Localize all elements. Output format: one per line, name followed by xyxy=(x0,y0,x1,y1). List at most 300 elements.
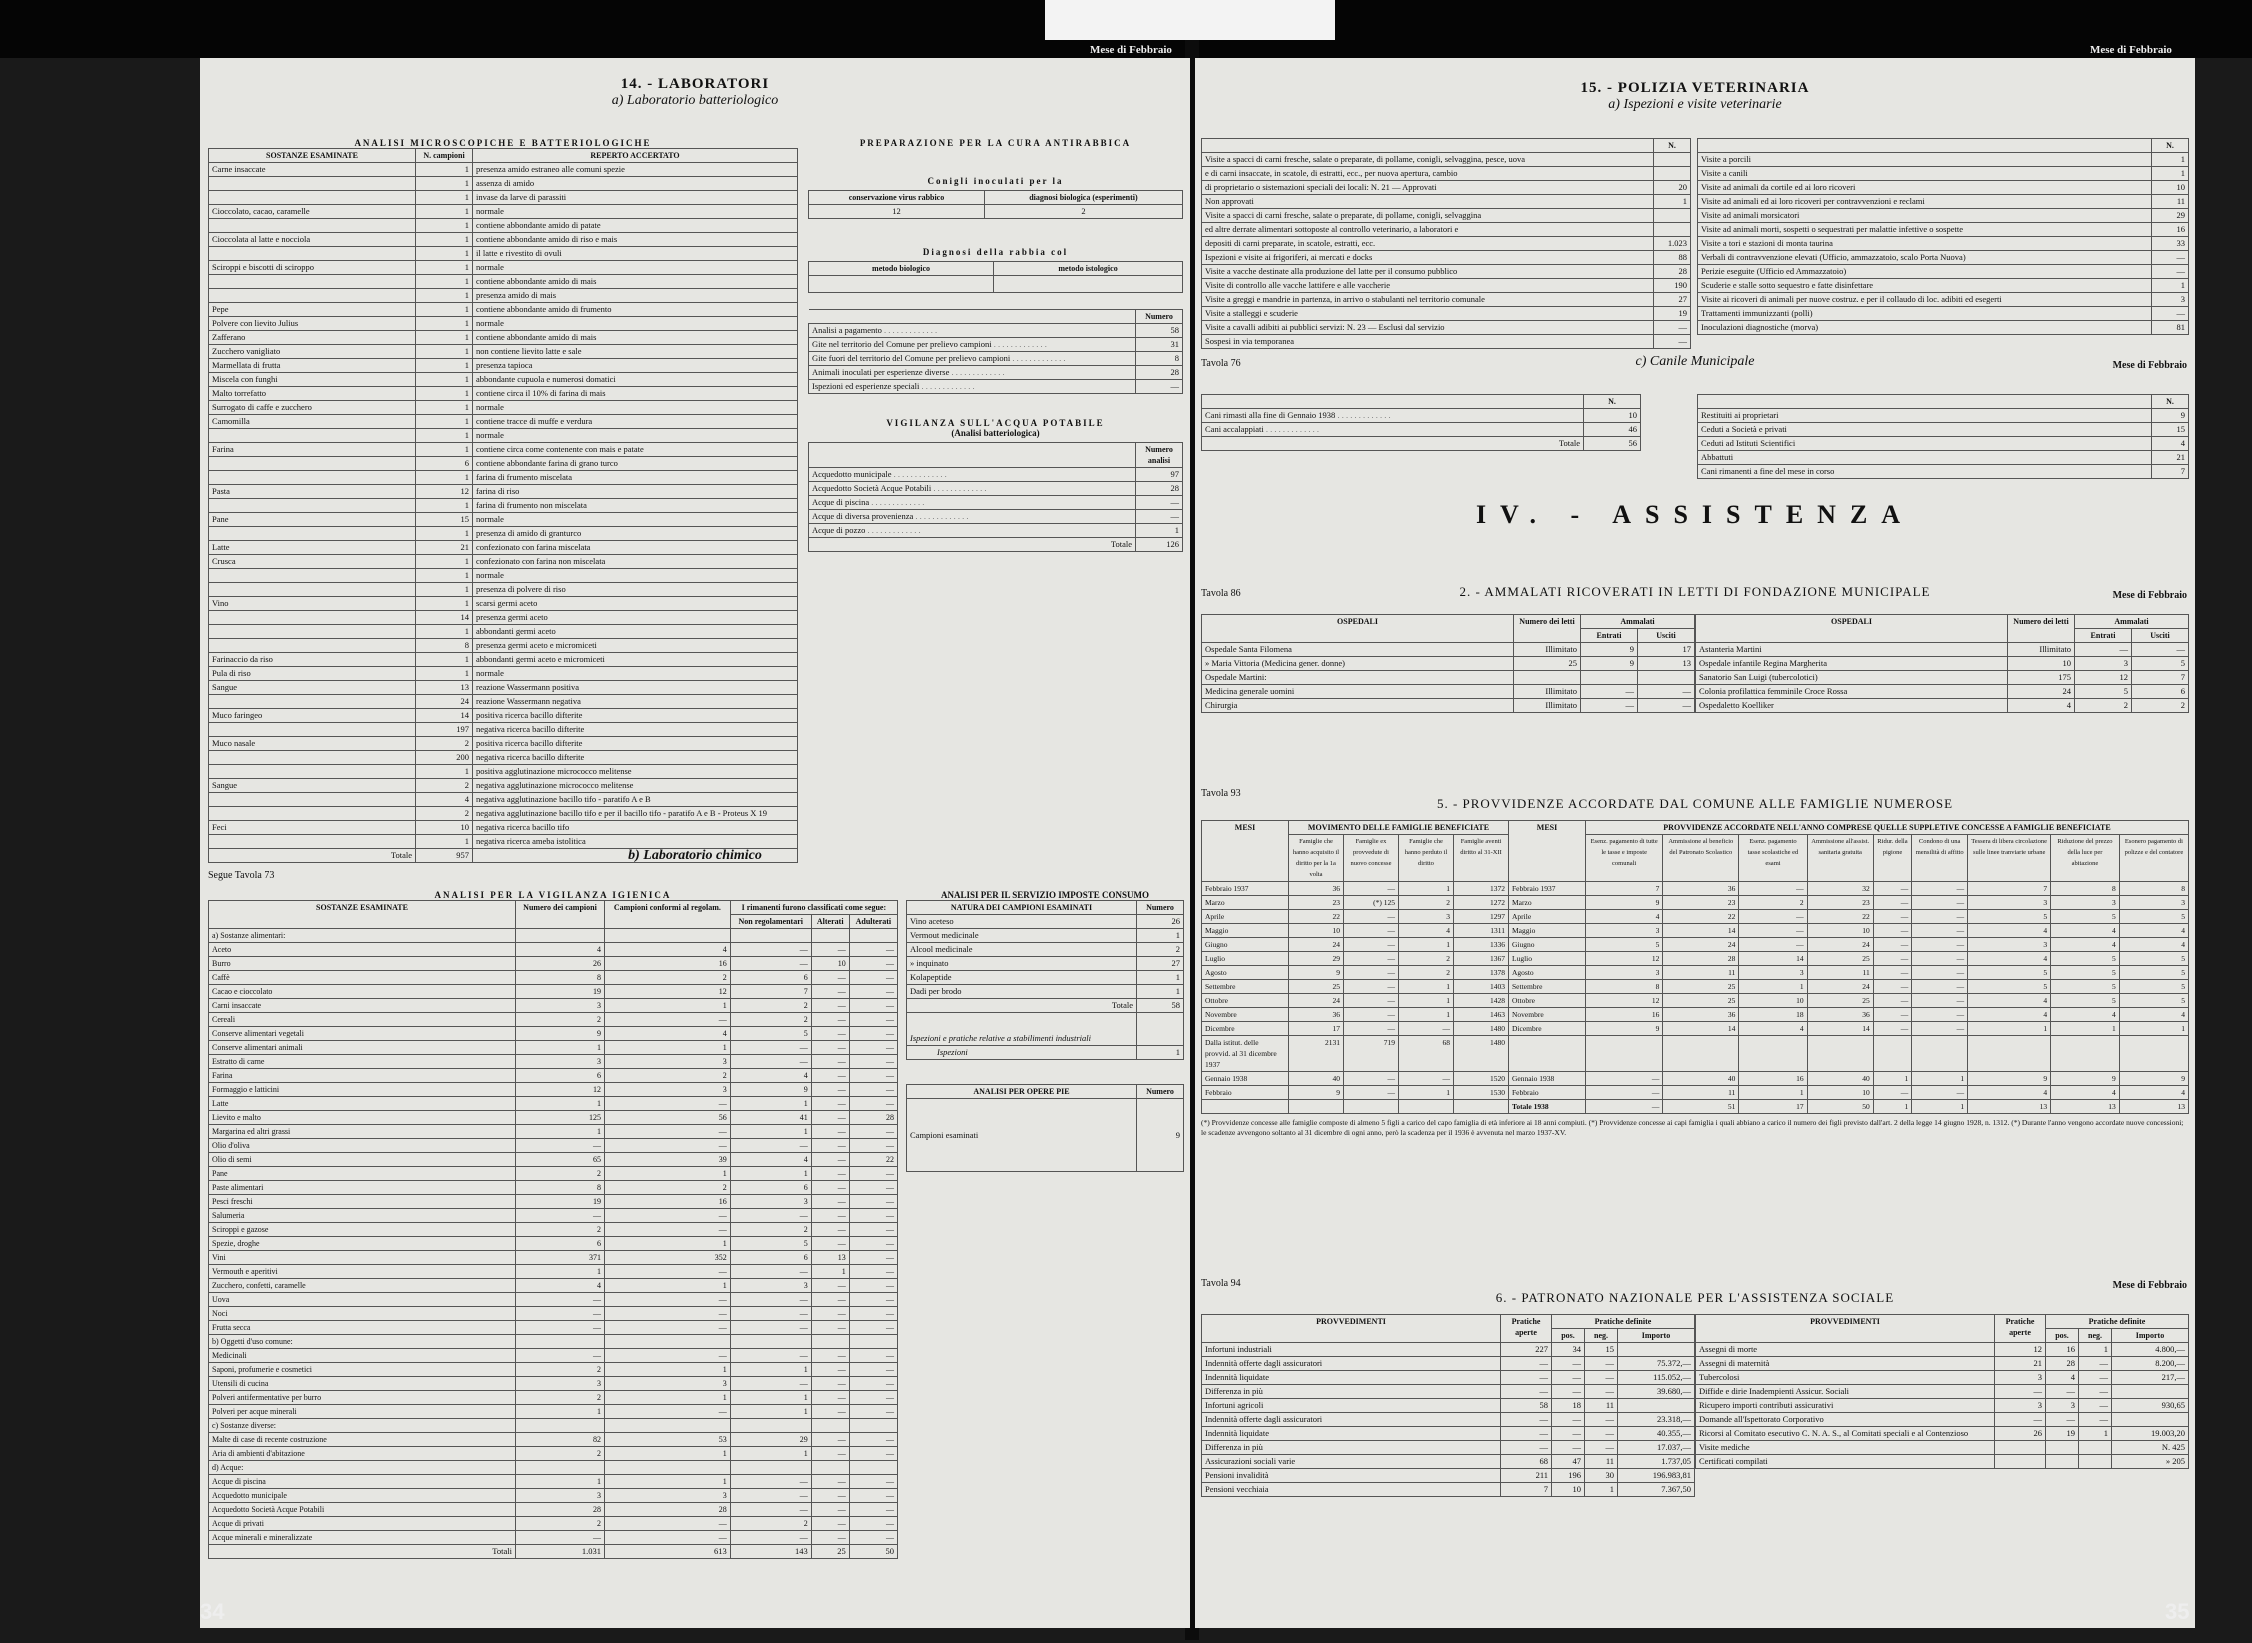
sostanza: Sangue xyxy=(209,681,416,695)
row-label: di proprietario o sistemazioni speciali dei locali: N. 21 — Approvati xyxy=(1202,181,1654,195)
patr-col-pos-l: pos. xyxy=(1552,1329,1585,1343)
numero: 2 xyxy=(516,1517,605,1531)
prov-val: 24 xyxy=(1289,994,1344,1008)
prov-col-mesi-r: MESI xyxy=(1509,821,1586,882)
prov-val: 36 xyxy=(1289,882,1344,896)
row-value: 7 xyxy=(2152,465,2189,479)
prov-val: — xyxy=(1344,980,1399,994)
sostanza: c) Sostanze diverse: xyxy=(209,1419,516,1433)
conformi: — xyxy=(605,1405,731,1419)
reperto: contiene abbondante amido di patate xyxy=(473,219,798,233)
row-value: 8 xyxy=(1136,352,1183,366)
prov-total-val: 50 xyxy=(1807,1100,1873,1114)
ispezioni-val: 1 xyxy=(1137,1046,1184,1060)
sostanza: Salumeria xyxy=(209,1209,516,1223)
campioni: 1 xyxy=(416,247,473,261)
opere-table xyxy=(906,1084,1184,1172)
table-row xyxy=(209,709,798,723)
prov-val: 2 xyxy=(1739,896,1807,910)
row-label: Ceduti ad Istituti Scientifici xyxy=(1698,437,2152,451)
alterati: — xyxy=(811,999,849,1013)
negative xyxy=(2079,1441,2112,1455)
prov-val: 1 xyxy=(2051,1022,2120,1036)
nonreg: 29 xyxy=(730,1433,811,1447)
row-value: 10 xyxy=(2152,181,2189,195)
usciti: — xyxy=(1638,685,1695,699)
alterati: — xyxy=(811,1223,849,1237)
nonreg xyxy=(730,929,811,943)
provvedimento: Infortuni industriali xyxy=(1202,1343,1501,1357)
campioni: 6 xyxy=(416,457,473,471)
row-value: 28 xyxy=(1654,265,1691,279)
alterati: — xyxy=(811,1013,849,1027)
reperto: normale xyxy=(473,317,798,331)
conformi: — xyxy=(605,1307,731,1321)
prov-col-right: Tessera di libera circolazione sulle linee tranviarie urbane xyxy=(1968,835,2051,882)
negative: — xyxy=(1585,1441,1618,1455)
prov-val: — xyxy=(1912,966,1968,980)
table-row xyxy=(1696,1357,2189,1371)
prov-val: 1403 xyxy=(1454,980,1509,994)
table-row xyxy=(1202,321,1691,335)
provvedimento: Differenza in più xyxy=(1202,1385,1501,1399)
reperto: normale xyxy=(473,429,798,443)
prov-col-left: Famiglie che hanno perduto il diritto xyxy=(1399,835,1454,882)
table-row xyxy=(209,1209,898,1223)
prov-val: 9 xyxy=(1289,1086,1344,1100)
prov-val: — xyxy=(1739,910,1807,924)
table-row xyxy=(907,915,1184,929)
sostanza: Miscela con funghi xyxy=(209,373,416,387)
alterati: — xyxy=(811,1531,849,1545)
table-row xyxy=(1202,209,1691,223)
canile-left-block xyxy=(1201,394,1641,451)
sostanza xyxy=(209,177,416,191)
importo: 17.037,— xyxy=(1618,1441,1695,1455)
table-row xyxy=(1696,685,2189,699)
conformi: 53 xyxy=(605,1433,731,1447)
table-row xyxy=(209,387,798,401)
prov-val: 11 xyxy=(1807,966,1873,980)
row-label: Visite a stalleggi e scuderie xyxy=(1202,307,1654,321)
table-row xyxy=(1202,643,1695,657)
positive: 3 xyxy=(2046,1399,2079,1413)
reperto: negativa ricerca bacillo difterite xyxy=(473,751,798,765)
table-row xyxy=(1696,643,2189,657)
table-row xyxy=(1698,195,2189,209)
prov-val: 14 xyxy=(1663,924,1739,938)
prov-val: 9 xyxy=(2119,1072,2188,1086)
prov-val: — xyxy=(1912,1008,1968,1022)
campioni: 15 xyxy=(416,513,473,527)
prov-note-1: (*) Provvidenze concesse alle famiglie composte di almeno 5 figli a carico del capo famiglia di età inferiore ai 18 anni compiuti. xyxy=(1201,1118,1587,1127)
adulterati: — xyxy=(849,971,897,985)
importo: 217,— xyxy=(2112,1371,2189,1385)
prov-val: 11 xyxy=(1663,966,1739,980)
numero: 19 xyxy=(516,985,605,999)
row-label: Ispezioni ed esperienze speciali . . . xyxy=(809,380,1136,394)
prov-val: 1 xyxy=(1739,980,1807,994)
prov-val: 1 xyxy=(2119,1022,2188,1036)
adulterati: — xyxy=(849,1307,897,1321)
campioni: 1 xyxy=(416,569,473,583)
row-value: 33 xyxy=(2152,237,2189,251)
prov-val: 32 xyxy=(1807,882,1873,896)
reperto: negativa ricerca ameba istolitica xyxy=(473,835,798,849)
table-row xyxy=(209,331,798,345)
numero: 4 xyxy=(516,1279,605,1293)
numero: 3 xyxy=(516,999,605,1013)
sostanza: Carni insaccate xyxy=(209,999,516,1013)
negative: — xyxy=(1585,1371,1618,1385)
row-label: Visite di controllo alle vacche lattifere e alle vaccherie xyxy=(1202,279,1654,293)
letti xyxy=(1514,671,1581,685)
letti: 24 xyxy=(2008,685,2075,699)
prov-val: — xyxy=(1912,952,1968,966)
numero: 19 xyxy=(516,1195,605,1209)
prov-mese: Maggio xyxy=(1509,924,1586,938)
prov-val: 5 xyxy=(1586,938,1663,952)
importo: 115.052,— xyxy=(1618,1371,1695,1385)
table-row xyxy=(209,247,798,261)
aperte: 7 xyxy=(1501,1483,1552,1497)
prov-val: 9 xyxy=(2051,1072,2120,1086)
table-row xyxy=(209,233,798,247)
prov-val: 29 xyxy=(1289,952,1344,966)
campioni: 14 xyxy=(416,709,473,723)
prov-val: 1336 xyxy=(1454,938,1509,952)
nonreg: 4 xyxy=(730,1153,811,1167)
table-row xyxy=(209,555,798,569)
prov-val: 2 xyxy=(1399,966,1454,980)
row-value xyxy=(1654,209,1691,223)
prov-val: 5 xyxy=(2119,966,2188,980)
table-row xyxy=(809,380,1183,394)
row-label: Sospesi in via temporanea xyxy=(1202,335,1654,349)
prov-dal-val: 1480 xyxy=(1454,1036,1509,1072)
prov-val: 1 xyxy=(1399,938,1454,952)
table-row xyxy=(209,1489,898,1503)
row-label: Trattamenti immunizzanti (polli) xyxy=(1698,307,2152,321)
table-row xyxy=(809,524,1183,538)
prov-val: 5 xyxy=(2051,910,2120,924)
table-row xyxy=(1696,1413,2189,1427)
positive xyxy=(2046,1455,2079,1469)
alterati: 10 xyxy=(811,957,849,971)
prov-mese: Settembre xyxy=(1509,980,1586,994)
row-label: Visite a spacci di carni fresche, salate o preparate, di pollame, conigli, selvaggina xyxy=(1202,209,1654,223)
table-row xyxy=(1202,657,1695,671)
table-row xyxy=(209,751,798,765)
prov-val: — xyxy=(1344,994,1399,1008)
sostanza: Marmellata di frutta xyxy=(209,359,416,373)
table-row xyxy=(1696,1343,2189,1357)
sostanza: Conserve alimentari vegetali xyxy=(209,1027,516,1041)
nonreg: — xyxy=(730,1265,811,1279)
prov-val: 22 xyxy=(1807,910,1873,924)
sostanza: Frutta secca xyxy=(209,1321,516,1335)
table-row xyxy=(1202,966,2189,980)
conformi: — xyxy=(605,1265,731,1279)
conformi: 16 xyxy=(605,1195,731,1209)
campioni: 1 xyxy=(416,471,473,485)
reperto: presenza tapioca xyxy=(473,359,798,373)
alterati: — xyxy=(811,1027,849,1041)
row-value: 10 xyxy=(1584,409,1641,423)
table-row xyxy=(209,821,798,835)
prov-val: 8 xyxy=(2051,882,2120,896)
campioni: 1 xyxy=(416,765,473,779)
row-value: 26 xyxy=(1137,915,1184,929)
sostanza xyxy=(209,219,416,233)
row-label: » inquinato xyxy=(907,957,1137,971)
reperto: normale xyxy=(473,401,798,415)
prov-val: 3 xyxy=(1586,924,1663,938)
campioni: 1 xyxy=(416,205,473,219)
reperto: assenza di amido xyxy=(473,177,798,191)
row-label: Alcool medicinale xyxy=(907,943,1137,957)
alterati: — xyxy=(811,1209,849,1223)
table-row xyxy=(209,499,798,513)
row-label: Acquedotto municipale . . . xyxy=(809,468,1136,482)
provvedimento: Certificati compilati xyxy=(1696,1455,1995,1469)
adulterati xyxy=(849,1461,897,1475)
table-row xyxy=(209,779,798,793)
table-row xyxy=(1202,1072,2189,1086)
nonreg: — xyxy=(730,1377,811,1391)
imposte-col-natura: NATURA DEI CAMPIONI ESAMINATI xyxy=(907,901,1137,915)
numero: 1 xyxy=(516,1405,605,1419)
sostanza xyxy=(209,457,416,471)
numero xyxy=(516,1335,605,1349)
prov-val: 3 xyxy=(1399,910,1454,924)
table-row xyxy=(1202,1022,2189,1036)
row-label: Visite ad animali morsicatori xyxy=(1698,209,2152,223)
row-value: 58 xyxy=(1136,324,1183,338)
conformi: 3 xyxy=(605,1489,731,1503)
patr-group-r: Pratiche definite xyxy=(2046,1315,2189,1329)
ric-left-table xyxy=(1201,614,1695,713)
sostanza: Polvere con lievito Julius xyxy=(209,317,416,331)
numero: 2 xyxy=(516,1167,605,1181)
chim-col-alterati: Alterati xyxy=(811,915,849,929)
prov-val: — xyxy=(1739,938,1807,952)
nonreg: — xyxy=(730,1349,811,1363)
negative: 11 xyxy=(1585,1399,1618,1413)
nonreg: — xyxy=(730,1503,811,1517)
conformi: 1 xyxy=(605,1475,731,1489)
table-row xyxy=(1202,335,1691,349)
prov-val: 9 xyxy=(1586,1022,1663,1036)
patr-col-pos-r: pos. xyxy=(2046,1329,2079,1343)
prov-val: — xyxy=(1873,1086,1911,1100)
sostanza: Vini xyxy=(209,1251,516,1265)
prov-val: 1367 xyxy=(1454,952,1509,966)
nonreg: 5 xyxy=(730,1237,811,1251)
alterati: — xyxy=(811,1377,849,1391)
adulterati: — xyxy=(849,1405,897,1419)
prov-val: 40 xyxy=(1663,1072,1739,1086)
table-row xyxy=(1202,924,2189,938)
campioni: 1 xyxy=(416,331,473,345)
conformi: — xyxy=(605,1139,731,1153)
table-row xyxy=(1696,1371,2189,1385)
table-row xyxy=(1202,910,2189,924)
sostanza xyxy=(209,247,416,261)
negative: — xyxy=(2079,1385,2112,1399)
table-row xyxy=(209,929,898,943)
prov-val: 17 xyxy=(1289,1022,1344,1036)
prov-val: 25 xyxy=(1663,980,1739,994)
campioni: 1 xyxy=(416,401,473,415)
prov-val: 14 xyxy=(1739,952,1807,966)
row-label: Non approvati xyxy=(1202,195,1654,209)
reperto: scarsi germi aceto xyxy=(473,597,798,611)
patr-col-aperte-r: Pratiche aperte xyxy=(1995,1315,2046,1343)
opere-row-value: 9 xyxy=(1137,1099,1184,1172)
reperto: normale xyxy=(473,261,798,275)
adulterati: — xyxy=(849,1083,897,1097)
rabbia-block xyxy=(808,138,1183,552)
row-label: Dadi per brodo xyxy=(907,985,1137,999)
provvedimento: Tubercolosi xyxy=(1696,1371,1995,1385)
table-row xyxy=(1202,699,1695,713)
adulterati xyxy=(849,1419,897,1433)
row-label: Visite a greggi e mandrie in partenza, in arrivo o stabulanti nel territorio comunale xyxy=(1202,293,1654,307)
row-label: Scuderie e stalle sotto sequestro e fatte disinfettare xyxy=(1698,279,2152,293)
conformi: 4 xyxy=(605,1027,731,1041)
alterati: — xyxy=(811,1237,849,1251)
alterati: — xyxy=(811,1041,849,1055)
aperte: 21 xyxy=(1995,1357,2046,1371)
table-row xyxy=(209,1055,898,1069)
campioni: 8 xyxy=(416,639,473,653)
table-row xyxy=(209,793,798,807)
running-header-right: Mese di Febbraio xyxy=(2090,44,2172,56)
row-value: 3 xyxy=(2152,293,2189,307)
prov-val: 24 xyxy=(1663,938,1739,952)
sostanza: Malto torrefatto xyxy=(209,387,416,401)
patr-title: 6. - PATRONATO NAZIONALE PER L'ASSISTENZA SOCIALE xyxy=(1495,1290,1895,1305)
reperto: contiene abbondante farina di grano turco xyxy=(473,457,798,471)
table-row xyxy=(209,275,798,289)
table-row xyxy=(1202,1469,1695,1483)
row-label: Ispezioni e visite ai frigoriferi, ai mercati e docks xyxy=(1202,251,1654,265)
provvedimento: Visite mediche xyxy=(1696,1441,1995,1455)
assistenza-title: IV. - ASSISTENZA xyxy=(1475,500,1915,529)
prov-dal-val: 719 xyxy=(1344,1036,1399,1072)
sostanza xyxy=(209,275,416,289)
sostanza: Acque minerali e mineralizzate xyxy=(209,1531,516,1545)
prov-val: 4 xyxy=(2051,1008,2120,1022)
positive: 10 xyxy=(1552,1483,1585,1497)
numero: 28 xyxy=(516,1503,605,1517)
sostanza xyxy=(209,695,416,709)
prov-val: 1378 xyxy=(1454,966,1509,980)
alterati: — xyxy=(811,1321,849,1335)
row-label: depositi di carni preparate, in scatole, estratti, ecc. xyxy=(1202,237,1654,251)
rabbia-metodo-table xyxy=(808,261,1183,293)
nonreg: 4 xyxy=(730,1069,811,1083)
conformi: 2 xyxy=(605,1069,731,1083)
prov-total-val: — xyxy=(1586,1100,1663,1114)
sostanza: Saponi, profumerie e cosmetici xyxy=(209,1363,516,1377)
numero: 2 xyxy=(516,1391,605,1405)
prov-val: — xyxy=(1344,966,1399,980)
sostanza xyxy=(209,429,416,443)
prov-val: — xyxy=(1344,1022,1399,1036)
nonreg: 3 xyxy=(730,1195,811,1209)
numero: — xyxy=(516,1321,605,1335)
table-row xyxy=(209,1139,898,1153)
campioni: 24 xyxy=(416,695,473,709)
table-row xyxy=(809,338,1183,352)
row-label: Acquedotto Società Acque Potabili . . . xyxy=(809,482,1136,496)
sostanza: Pane xyxy=(209,513,416,527)
rabbia-col-biologico: metodo biologico xyxy=(809,262,994,276)
table-row xyxy=(1202,195,1691,209)
prov-val: — xyxy=(1873,994,1911,1008)
row-value: — xyxy=(1136,380,1183,394)
sostanza: Muco faringeo xyxy=(209,709,416,723)
table-row xyxy=(209,471,798,485)
prov-group-provvidenze: PROVVIDENZE ACCORDATE NELL'ANNO COMPRESE QUELLE SUPPLETIVE CONCESSE A FAMIGLIE BENEFICIATE xyxy=(1586,821,2189,835)
prov-val: — xyxy=(1873,980,1911,994)
chim-total-conformi: 613 xyxy=(605,1545,731,1559)
alterati: — xyxy=(811,1517,849,1531)
prov-mese: Agosto xyxy=(1509,966,1586,980)
chim-total-alterati: 25 xyxy=(811,1545,849,1559)
reperto: farina di riso xyxy=(473,485,798,499)
entrati: 3 xyxy=(2075,657,2132,671)
numero: — xyxy=(516,1531,605,1545)
conformi: 1 xyxy=(605,1041,731,1055)
nonreg: 2 xyxy=(730,1013,811,1027)
adulterati: — xyxy=(849,1433,897,1447)
sostanza: Cacao e cioccolato xyxy=(209,985,516,999)
table-row xyxy=(209,541,798,555)
prov-val: 10 xyxy=(1289,924,1344,938)
table-row xyxy=(209,943,898,957)
table-row xyxy=(209,807,798,821)
vet-right-block xyxy=(1697,138,2189,335)
entrati: — xyxy=(1581,685,1638,699)
adulterati: — xyxy=(849,1195,897,1209)
aperte: 3 xyxy=(1995,1399,2046,1413)
prov-col-right: Esenz. pagamento di tutte le tasse e imposte comunali xyxy=(1586,835,1663,882)
table-row xyxy=(1698,293,2189,307)
alterati: — xyxy=(811,1153,849,1167)
sostanza: Spezie, droghe xyxy=(209,1237,516,1251)
table-row xyxy=(1696,1455,2189,1469)
prov-mese: Giugno xyxy=(1509,938,1586,952)
prov-val: 24 xyxy=(1807,980,1873,994)
row-value: 27 xyxy=(1654,293,1691,307)
table-row xyxy=(209,359,798,373)
imposte-block xyxy=(906,890,1184,1172)
table-row xyxy=(907,971,1184,985)
usciti: 6 xyxy=(2132,685,2189,699)
ospedale: Sanatorio San Luigi (tubercolotici) xyxy=(1696,671,2008,685)
table-row xyxy=(209,1363,898,1377)
table-row xyxy=(1696,1441,2189,1455)
table-row xyxy=(209,835,798,849)
alterati: — xyxy=(811,985,849,999)
patr-col-neg-r: neg. xyxy=(2079,1329,2112,1343)
ric-right-block xyxy=(1695,614,2189,713)
ric-col-usciti-l: Usciti xyxy=(1638,629,1695,643)
campioni: 1 xyxy=(416,191,473,205)
